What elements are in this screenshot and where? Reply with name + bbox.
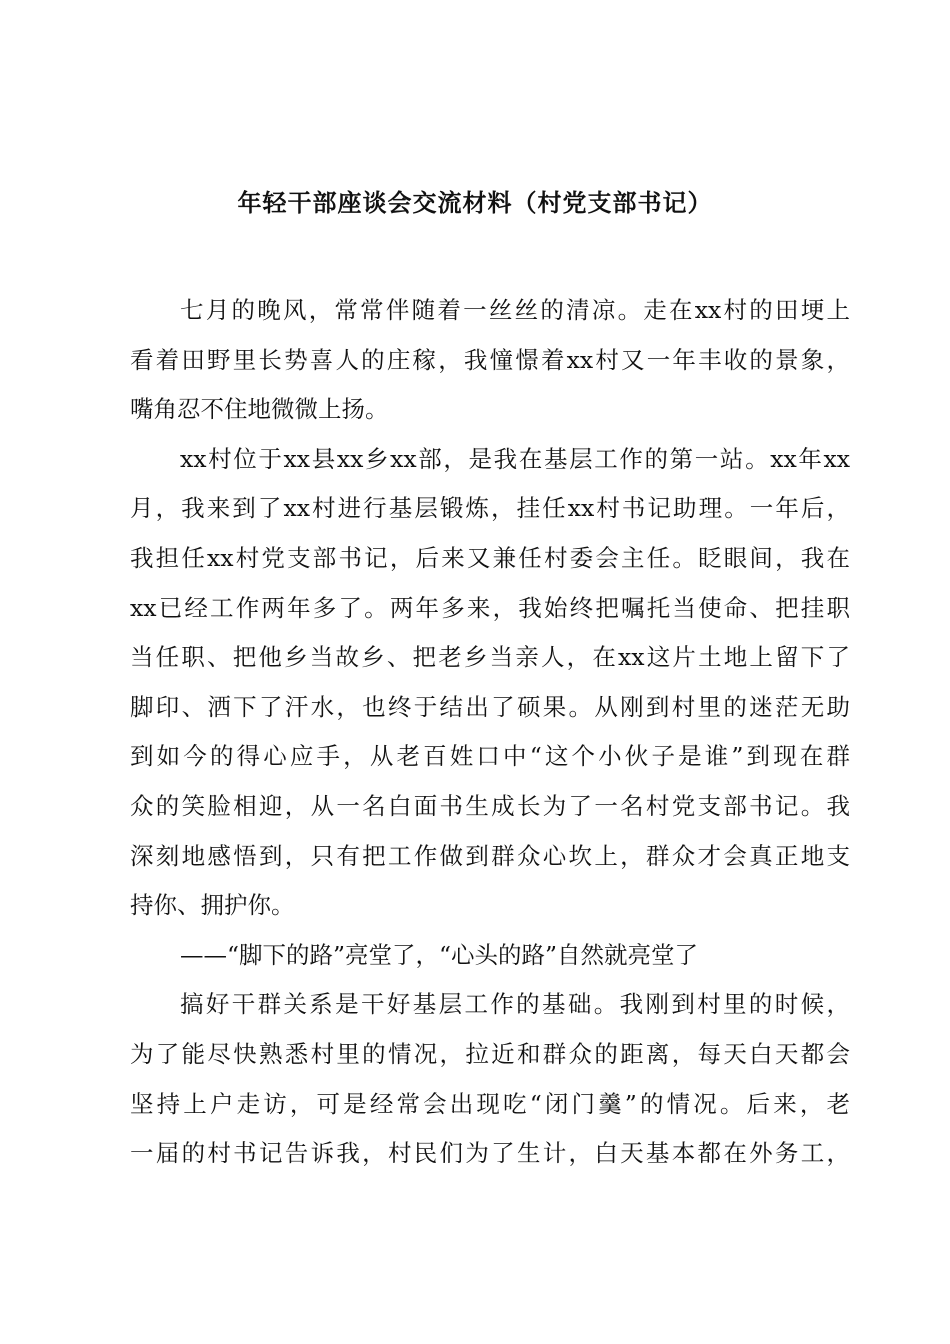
- text-line: 坚持上户走访，可是经常会出现吃“闭门羹”的情况。后来，老: [130, 1089, 850, 1118]
- text-line: 当任职、把他乡当故乡、把老乡当亲人，在xx这片土地上留下了: [130, 643, 850, 672]
- text-line: xx村位于xx县xx乡xx部，是我在基层工作的第一站。xx年xx: [180, 444, 850, 473]
- text-line: 我担任xx村党支部书记，后来又兼任村委会主任。眨眼间，我在: [130, 543, 850, 572]
- text-line: 嘴角忍不住地微微上扬。: [130, 395, 389, 424]
- text-line: ——“脚下的路”亮堂了，“心头的路”自然就亮堂了: [180, 940, 699, 969]
- text-line: 为了能尽快熟悉村里的情况，拉近和群众的距离，每天白天都会: [130, 1039, 850, 1068]
- paragraph-4: [130, 980, 850, 1178]
- paragraph-1: [130, 286, 850, 435]
- text-line: 深刻地感悟到，只有把工作做到群众心坎上，群众才会真正地支: [130, 841, 850, 870]
- text-line: 看着田野里长势喜人的庄稼，我憧憬着xx村又一年丰收的景象，: [130, 345, 850, 374]
- text-line: 到如今的得心应手，从老百姓口中“这个小伙子是谁”到现在群: [130, 742, 850, 771]
- text-line: 脚印、洒下了汗水，也终于结出了硕果。从刚到村里的迷茫无助: [130, 692, 850, 721]
- document-body: [130, 286, 850, 1179]
- text-line: 搞好干群关系是干好基层工作的基础。我刚到村里的时候，: [180, 990, 850, 1019]
- text-line: 众的笑脸相迎，从一名白面书生成长为了一名村党支部书记。我: [130, 791, 850, 820]
- section-heading: [130, 931, 850, 981]
- paragraph-2: [130, 435, 850, 931]
- document-title: 年轻干部座谈会交流材料（村党支部书记）: [237, 188, 713, 217]
- text-line: 持你、拥护你。: [130, 891, 295, 920]
- text-line: 一届的村书记告诉我，村民们为了生计，白天基本都在外务工，: [130, 1139, 850, 1168]
- text-line: xx已经工作两年多了。两年多来，我始终把嘱托当使命、把挂职: [130, 593, 850, 622]
- text-line: 七月的晚风，常常伴随着一丝丝的清凉。走在xx村的田埂上: [180, 296, 850, 324]
- text-line: 月，我来到了xx村进行基层锻炼，挂任xx村书记助理。一年后，: [130, 494, 850, 523]
